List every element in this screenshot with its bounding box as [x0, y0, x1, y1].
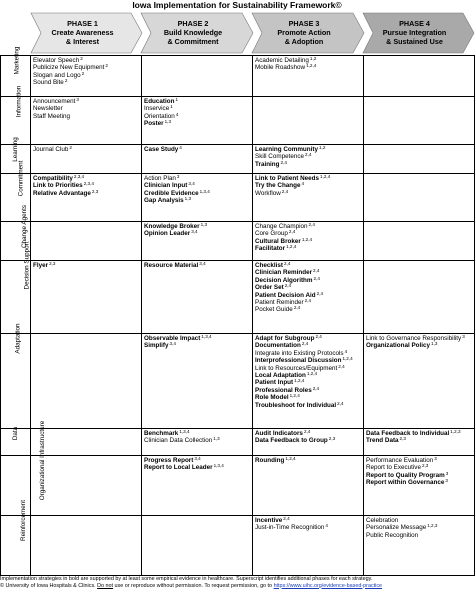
strategy-phase-superscript: 2,3 [399, 436, 406, 442]
strategy-phase-superscript: 2,4 [337, 400, 344, 406]
strategy-phase-superscript: 3 [176, 174, 180, 179]
strategy-row [1, 97, 475, 145]
phase-4-cell [364, 222, 475, 261]
phase-3-cell [253, 334, 364, 429]
strategy-item: Data Feedback to Group$^{2,3}$ [255, 436, 336, 445]
strategy-phase-superscript: 2 [64, 78, 68, 84]
phase-4-cell [364, 56, 475, 97]
row-category-label: Decision Support [23, 241, 31, 290]
strategy-phase-superscript: 2,3,4 [73, 174, 85, 179]
strategy-item: Slogan and Logo$^2$ [33, 70, 85, 79]
phase-3-cell [253, 97, 364, 145]
strategy-phase-superscript: 1,2,4 [294, 378, 305, 384]
strategy-item: Report to Local Leader$^{1,3,4}$ [144, 463, 224, 472]
strategy-phase-superscript: 2,4 [301, 341, 309, 347]
strategy-item: Clinician Reminder$^{2,4}$ [255, 268, 320, 277]
strategy-item: Compatibility$^{2,3,4}$ [33, 174, 85, 182]
strategy-item: Incentive$^{2,4}$ [255, 516, 290, 524]
phase-2-cell [142, 516, 253, 576]
phase-number: PHASE 1 [67, 19, 98, 28]
phase-1-header [31, 13, 142, 53]
phase-2-cell [142, 456, 253, 516]
strategy-phase-superscript: 2,4 [338, 363, 345, 369]
strategy-item: Patient Reminder$^{2,4}$ [255, 298, 312, 307]
strategy-item: Core Group$^{2,4}$ [255, 229, 296, 238]
phase-1-cell [31, 516, 142, 576]
phase-3-cell [253, 222, 364, 261]
strategy-phase-superscript: 2,3 [91, 188, 99, 194]
row-category-cell [1, 137, 31, 174]
strategy-item: Link to Resources/Equipment$^{2,4}$ [255, 363, 345, 372]
strategy-row [1, 174, 475, 222]
strategy-phase-superscript: 1 [170, 104, 173, 110]
strategy-item: Action Plan$^3$ [144, 174, 180, 182]
strategy-phase-superscript: 2,3,4 [83, 181, 94, 187]
strategy-phase-superscript: 2 [81, 70, 85, 76]
phase-3-cell [253, 456, 364, 516]
strategy-phase-superscript: 1,3,4 [199, 188, 210, 194]
phase-3-cell [253, 145, 364, 174]
strategy-row [1, 334, 475, 429]
strategy-phase-superscript: 3 [462, 334, 465, 339]
row-category-label: Data [12, 426, 19, 441]
strategy-phase-superscript: 2,3 [49, 261, 56, 266]
strategy-phase-superscript: 4 [175, 111, 179, 117]
strategy-phase-superscript: 2,4 [313, 268, 320, 274]
strategy-item: Academic Detailing$^{1,2}$ [255, 56, 317, 64]
phase-3-cell [253, 56, 364, 97]
strategy-item: Simplify$^{3,4}$ [144, 341, 176, 350]
strategy-phase-superscript: 1,2,4 [342, 356, 353, 362]
phase-2-cell [142, 222, 253, 261]
strategy-item: Personalize Message$^{1,2,3}$ [366, 523, 438, 532]
strategy-item: Data Feedback to Individual$^{1,2,3}$ [366, 429, 461, 437]
strategy-item: Flyer$^{2,3}$ [33, 261, 56, 269]
strategy-item: Audit Indicators$^{2,4}$ [255, 429, 311, 437]
strategy-item: Training$^{2,4}$ [255, 159, 287, 168]
strategy-item: Patient Decision Aid$^{2,4}$ [255, 290, 324, 299]
do-not-text: Do not [97, 582, 114, 589]
strategy-item: Integrate into Existing Protocols$^4$ [255, 348, 348, 357]
strategy-phase-superscript: 4 [325, 523, 328, 529]
strategy-item: Sound Bite$^2$ [33, 78, 68, 87]
phase-title-line2: & Adoption [284, 37, 324, 46]
row-category-label: Adaptation [14, 323, 22, 354]
strategy-item: Facilitator$^{1,2,4}$ [255, 244, 297, 253]
strategy-phase-superscript: 2,4 [281, 188, 289, 194]
strategy-item: Progress Report$^{3,4}$ [144, 456, 201, 464]
strategy-item: Interprofessional Discussion$^{1,2,4}$ [255, 356, 353, 365]
strategy-item: Knowledge Broker$^{1,3}$ [144, 222, 208, 230]
strategy-phase-superscript: 1,3 [164, 119, 171, 125]
phase-4-cell [364, 174, 475, 222]
strategy-phase-superscript: 3 [445, 478, 448, 484]
strategy-phase-superscript: 2 [105, 63, 108, 69]
phase-title-line1: Build Knowledge [163, 28, 223, 37]
strategy-phase-superscript: 1,2,4 [306, 371, 318, 377]
strategy-phase-superscript: 3 [434, 456, 437, 461]
strategy-phase-superscript: 1 [175, 97, 178, 102]
phase-1-cell [31, 97, 142, 145]
strategy-item: Mobile Roadshow$^{1,2,4}$ [255, 63, 317, 72]
strategy-item: Staff Meeting [33, 112, 70, 120]
strategy-item: Credible Evidence$^{1,3,4}$ [144, 188, 210, 197]
strategy-phase-superscript: 1,2,4 [289, 393, 300, 399]
phase-number: PHASE 2 [177, 19, 209, 28]
strategy-item: Report to Executive$^{2,3}$ [366, 463, 429, 472]
strategy-phase-superscript: 3 [76, 97, 79, 102]
strategy-item: Newsletter [33, 105, 63, 113]
strategy-row [1, 429, 475, 456]
strategy-item: Trend Data$^{2,3}$ [366, 436, 406, 445]
strategy-phase-superscript: 2,4 [315, 334, 322, 339]
phase-1-cell [31, 261, 142, 334]
strategy-item: Workflow$^{2,4}$ [255, 188, 289, 197]
row-category-label: Information [15, 85, 23, 118]
footer-evidence-note: Implementation strategies in bold are supported by at least some empirical evidence in healthcare. Superscript identifies additional phases for each strategy. [0, 576, 373, 582]
strategy-item: Celebration [366, 517, 399, 524]
strategy-phase-superscript: 1,3,4 [213, 463, 224, 469]
strategy-phase-superscript: 1,3 [431, 341, 438, 347]
strategy-phase-superscript: 4 [179, 145, 182, 150]
strategy-phase-superscript: 2 [69, 145, 72, 150]
strategy-item: Rounding$^{1,2,4}$ [255, 456, 296, 464]
phase-title-line2: & Interest [65, 37, 100, 46]
strategy-phase-superscript: 1,3 [213, 436, 220, 442]
row-category-label: Commitment [17, 160, 25, 197]
strategy-phase-superscript: 2,4 [308, 222, 315, 227]
strategy-phase-superscript: 2,4 [283, 516, 290, 521]
strategy-row [1, 145, 475, 174]
strategy-item: Skill Competence$^{2,4}$ [255, 152, 312, 161]
phase-2-cell [142, 145, 253, 174]
row-category-label: Reinforcement [19, 500, 27, 541]
strategy-item: Gap Analysis$^{1,3}$ [144, 196, 192, 205]
phase-title-line1: Promote Action [277, 28, 331, 37]
strategy-item: Adapt for Subgroup$^{2,4}$ [255, 334, 322, 342]
phase-4-cell [364, 456, 475, 516]
strategy-item: Organizational Policy$^{1,3}$ [366, 341, 438, 350]
phase-2-cell [142, 261, 253, 334]
strategy-item: Report to Quality Program$^3$ [366, 470, 449, 479]
strategy-item: Pocket Guide$^{2,4}$ [255, 305, 301, 314]
strategy-phase-superscript: 1,3,4 [201, 334, 212, 339]
strategy-phase-superscript: 1,2,3 [450, 429, 461, 434]
phase-title-line2: & Commitment [167, 37, 219, 46]
strategy-item: Link to Priorities$^{2,3,4}$ [33, 181, 94, 190]
strategy-item: Just-in-Time Recognition$^4$ [255, 523, 328, 532]
strategy-phase-superscript: 1,2,4 [286, 244, 297, 250]
strategy-item: Patient Input$^{1,2,4}$ [255, 378, 305, 387]
strategy-item: Try the Change$^4$ [255, 181, 305, 190]
strategy-phase-superscript: 2,4 [293, 305, 301, 311]
strategy-phase-superscript: 2,3 [328, 436, 336, 442]
permission-text: use or reproduce without permission. To request permission, go to [114, 582, 273, 589]
strategy-phase-superscript: 2,4 [284, 283, 292, 289]
strategy-item: Change Champion$^{2,4}$ [255, 222, 315, 230]
strategy-item: Resource Material$^{3,4}$ [144, 261, 206, 269]
strategy-item: Journal Club$^2$ [33, 145, 72, 153]
strategy-item: Checklist$^{2,4}$ [255, 261, 291, 269]
strategy-row [1, 516, 475, 576]
phase-3-cell [253, 261, 364, 334]
copyright-text: © University of Iowa Hospitals & Clinics. [0, 582, 96, 589]
strategy-phase-superscript: 2,3 [421, 463, 429, 469]
strategy-phase-superscript: 1,2,4 [285, 456, 296, 461]
row-category-cell [1, 500, 31, 576]
phase-1-cell [31, 56, 142, 97]
strategy-phase-superscript: 3,4 [169, 341, 176, 347]
strategy-phase-superscript: 1,2,4 [301, 236, 313, 242]
phase-3-header [252, 13, 364, 53]
phase-2-cell [142, 334, 253, 429]
strategy-item: Public Recognition [366, 531, 419, 539]
strategy-phase-superscript: 1,2 [309, 56, 317, 61]
phase-1-cell [31, 429, 142, 456]
strategy-row [1, 456, 475, 516]
phase-1-cell [31, 334, 142, 429]
strategy-table [0, 46, 475, 576]
strategy-phase-superscript: 3 [445, 470, 449, 476]
strategy-phase-superscript: 2,4 [280, 159, 287, 165]
strategy-phase-superscript: 2,4 [312, 385, 320, 391]
strategy-phase-superscript: 2,4 [284, 261, 291, 266]
strategy-item: Publicize New Equipment$^2$ [33, 63, 108, 72]
strategy-phase-superscript: 1,2,4 [320, 174, 331, 179]
strategy-phase-superscript: 2 [80, 56, 83, 61]
strategy-item: Local Adaptation$^{1,2,4}$ [255, 371, 318, 380]
strategy-item: Link to Patient Needs$^{1,2,4}$ [255, 174, 331, 182]
phase-4-cell [364, 97, 475, 145]
strategy-item: Report within Governance$^3$ [366, 478, 448, 487]
row-category-label: Learning [11, 137, 19, 162]
phase-3-cell [253, 429, 364, 456]
phase-4-cell [364, 334, 475, 429]
phase-3-cell [253, 516, 364, 576]
phase-2-cell [142, 97, 253, 145]
row-category-label: Marketing [13, 46, 21, 75]
strategy-item: Education$^1$ [144, 97, 178, 105]
strategy-item: Announcement$^3$ [33, 97, 79, 105]
strategy-phase-superscript: 4 [301, 181, 305, 187]
row-category-cell [1, 426, 31, 456]
strategy-phase-superscript: 2,4 [316, 290, 324, 296]
phase-4-cell [364, 261, 475, 334]
strategy-phase-superscript: 1,3 [200, 222, 208, 227]
strategy-phase-superscript: 1,2 [318, 145, 326, 150]
phase-1-cell [31, 145, 142, 174]
phase-1-cell [31, 174, 142, 222]
strategy-item: Clinician Data Collection$^{1,3}$ [144, 436, 220, 445]
phase-number: PHASE 3 [288, 19, 320, 28]
strategy-phase-superscript: 2,4 [313, 275, 320, 281]
strategy-item: Link to Governance Responsibility$^3$ [366, 334, 465, 342]
phase-1-cell [31, 456, 142, 516]
strategy-item: Cultural Broker$^{1,2,4}$ [255, 236, 313, 245]
strategy-row [1, 222, 475, 261]
phase-title-line1: Create Awareness [51, 28, 114, 37]
phase-2-cell [142, 174, 253, 222]
strategy-item: Relative Advantage$^{2,3}$ [33, 188, 99, 197]
strategy-phase-superscript: 3,4 [188, 181, 195, 187]
footer-copyright [0, 583, 474, 590]
footer-note [0, 576, 474, 589]
strategy-phase-superscript: 2,4 [303, 429, 311, 434]
strategy-phase-superscript: 3,4 [191, 229, 198, 235]
strategy-item: Professional Roles$^{2,4}$ [255, 385, 320, 394]
phase-3-cell [253, 174, 364, 222]
phase-4-cell [364, 429, 475, 456]
strategy-item: Poster$^{1,3}$ [144, 119, 171, 128]
strategy-phase-superscript: 1,3,4 [179, 429, 190, 434]
strategy-phase-superscript: 3,4 [199, 261, 206, 266]
strategy-phase-superscript: 2,4 [304, 298, 312, 304]
strategy-item: Order Set$^{2,4}$ [255, 283, 292, 292]
strategy-row [1, 56, 475, 97]
strategy-item: Role Model$^{1,2,4}$ [255, 393, 300, 402]
phase-2-cell [142, 56, 253, 97]
strategy-item: Troubleshoot for Individual$^{2,4}$ [255, 400, 344, 409]
strategy-phase-superscript: 4 [344, 348, 348, 354]
strategy-phase-superscript: 1,2,3 [427, 523, 438, 529]
row-category-label: Change Agents [21, 204, 29, 249]
strategy-item: Orientation$^4$ [144, 111, 179, 120]
strategy-phase-superscript: 1,3 [184, 196, 192, 202]
strategy-item: Opinion Leader$^{3,4}$ [144, 229, 198, 238]
strategy-item: Documentation$^{2,4}$ [255, 341, 309, 350]
phase-4-cell [364, 516, 475, 576]
phase-4-header [363, 13, 474, 53]
strategy-phase-superscript: 3,4 [194, 456, 201, 461]
strategy-phase-superscript: 2,4 [305, 152, 312, 158]
strategy-item: Inservice$^1$ [144, 104, 173, 113]
strategy-item: Elevator Speech$^2$ [33, 56, 83, 64]
strategy-row [1, 261, 475, 334]
strategy-item: Performance Evaluation$^3$ [366, 456, 437, 464]
phase-title-line1: Pursue Integration [382, 28, 447, 37]
strategy-item: Learning Community$^{1,2}$ [255, 145, 326, 153]
phase-4-cell [364, 145, 475, 174]
row-category-label: Organizational Infrastructure [39, 420, 47, 501]
phase-number: PHASE 4 [399, 19, 430, 28]
strategy-phase-superscript: 1,2,4 [306, 63, 317, 69]
phase-2-cell [142, 429, 253, 456]
permission-link[interactable]: https://www.uihc.org/evidence-based-practice [273, 582, 383, 589]
phase-2-header [141, 13, 253, 53]
strategy-phase-superscript: 2,4 [288, 229, 296, 235]
phase-title-line2: & Sustained Use [386, 37, 443, 46]
phase-1-cell [31, 222, 142, 261]
strategy-item: Case Study$^4$ [144, 145, 182, 153]
strategy-item: Benchmark$^{1,3,4}$ [144, 429, 190, 437]
strategy-item: Decision Algorithm$^{2,4}$ [255, 275, 320, 284]
strategy-item: Clinician Input$^{3,4}$ [144, 181, 195, 190]
strategy-item: Observable Impact$^{1,3,4}$ [144, 334, 212, 342]
row-category-cell [1, 323, 31, 429]
framework-title: Iowa Implementation for Sustainability Framework© [132, 0, 342, 10]
